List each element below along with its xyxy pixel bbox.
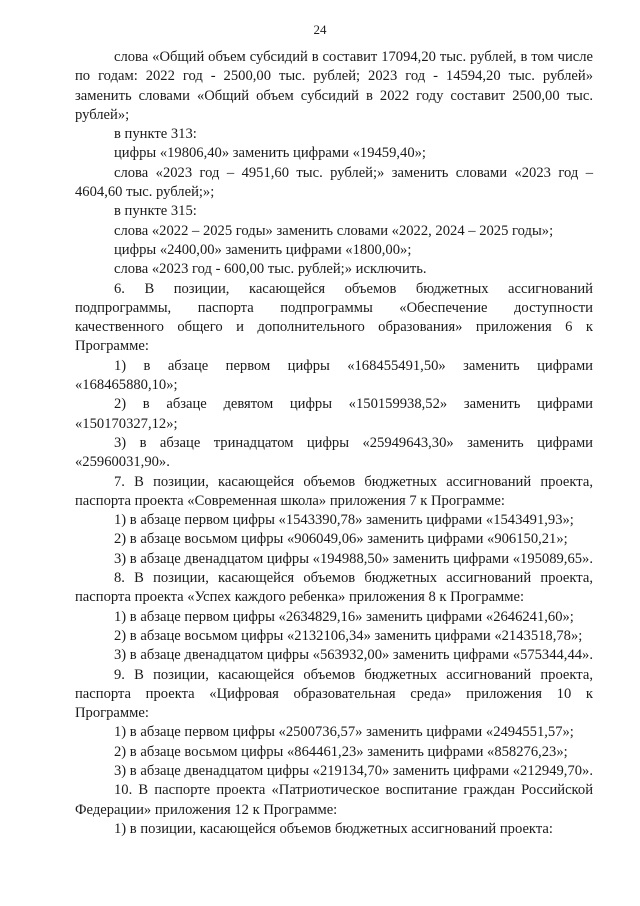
paragraph: 1) в абзаце первом цифры «2634829,16» заменить цифрами «2646241,60»;	[114, 608, 574, 625]
paragraph: 3) в абзаце двенадцатом цифры «194988,50» заменить цифрами «195089,65».	[114, 550, 593, 567]
paragraph: слова «2023 год – 4951,60 тыс. рублей;» заменить словами «2023 год – 4604,60 тыс. рублей;»;	[75, 164, 593, 201]
paragraph: 1) в абзаце первом цифры «2500736,57» заменить цифрами «2494551,57»;	[114, 724, 574, 741]
paragraph: цифры «2400,00» заменить цифрами «1800,00»;	[114, 241, 412, 258]
paragraph: слова «2023 год - 600,00 тыс. рублей;» исключить.	[114, 261, 427, 278]
paragraph: слова «Общий объем субсидий в составит 17094,20 тыс. рублей, в том числе по годам: 2022 год - 2500,00 тыс. рублей; 2023 год - 14594,20 тыс. рублей» заменить словами «Общий объем субсидий в 2022 году составит 2500,00 тыс. рублей»;	[75, 49, 593, 123]
paragraph: 1) в абзаце первом цифры «1543390,78» заменить цифрами «1543491,93»;	[114, 512, 574, 529]
paragraph: в пункте 315:	[114, 203, 197, 220]
paragraph: 2) в абзаце восьмом цифры «864461,23» заменить цифрами «858276,23»;	[114, 743, 568, 760]
paragraph: 7. В позиции, касающейся объемов бюджетных ассигнований проекта, паспорта проекта «Современная школа» приложения 7 к Программе:	[75, 473, 593, 509]
paragraph: 10. В паспорте проекта «Патриотическое воспитание граждан Российской Федерации» приложения 12 к Программе:	[75, 782, 593, 818]
paragraph: 3) в абзаце тринадцатом цифры «25949643,30» заменить цифрами «25960031,90».	[75, 434, 593, 471]
page-number: 24	[313, 22, 327, 37]
paragraph: цифры «19806,40» заменить цифрами «19459,40»;	[114, 145, 426, 162]
paragraph: 8. В позиции, касающейся объемов бюджетных ассигнований проекта, паспорта проекта «Успех каждого ребенка» приложения 8 к Программе:	[75, 570, 593, 606]
paragraph: 3) в абзаце двенадцатом цифры «563932,00» заменить цифрами «575344,44».	[114, 647, 593, 664]
paragraph: 3) в абзаце двенадцатом цифры «219134,70» заменить цифрами «212949,70».	[114, 762, 593, 779]
paragraph: 1) в абзаце первом цифры «168455491,50» заменить цифрами «168465880,10»;	[75, 357, 593, 394]
paragraph: 9. В позиции, касающейся объемов бюджетных ассигнований проекта, паспорта проекта «Цифровая образовательная среда» приложения 10 к Программе:	[75, 666, 593, 722]
paragraph: слова «2022 – 2025 годы» заменить словами «2022, 2024 – 2025 годы»;	[114, 222, 554, 239]
paragraph: 2) в абзаце восьмом цифры «906049,06» заменить цифрами «906150,21»;	[114, 531, 568, 548]
paragraph: в пункте 313:	[114, 126, 197, 143]
paragraph: 2) в абзаце восьмом цифры «2132106,34» заменить цифрами «2143518,78»;	[114, 627, 583, 644]
document-body	[75, 48, 593, 839]
paragraph: 1) в позиции, касающейся объемов бюджетных ассигнований проекта:	[114, 820, 553, 837]
paragraph: 2) в абзаце девятом цифры «150159938,52» заменить цифрами «150170327,12»;	[75, 396, 593, 432]
paragraph: 6. В позиции, касающейся объемов бюджетных ассигнований подпрограммы, паспорта подпрограммы «Обеспечение доступности качественного общего и дополнительного образования» приложения 6 к Программе:	[75, 280, 593, 355]
